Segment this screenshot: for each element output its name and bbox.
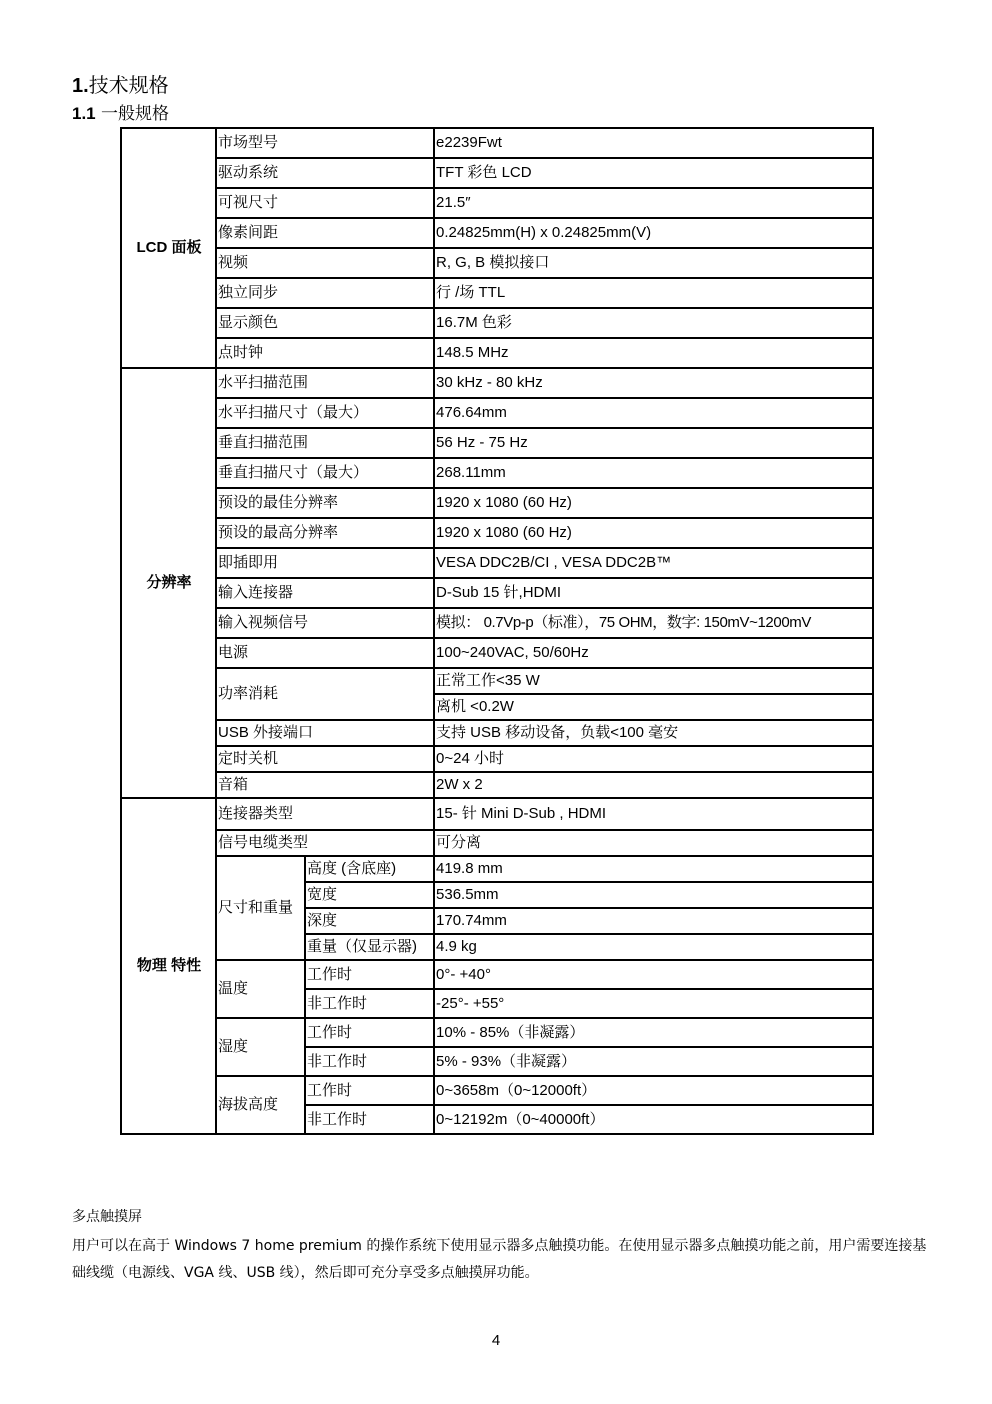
- spec-label: 音箱: [216, 772, 434, 798]
- spec-value: 170.74mm: [434, 908, 873, 934]
- spec-value: 5% - 93%（非凝露）: [434, 1047, 873, 1076]
- spec-label: 输入连接器: [216, 578, 434, 608]
- spec-sublabel: 高度 (含底座): [305, 856, 434, 882]
- category-lcd: LCD 面板: [121, 128, 216, 368]
- spec-value: 正常工作<35 W: [434, 668, 873, 694]
- spec-label: 垂直扫描范围: [216, 428, 434, 458]
- spec-table: [120, 127, 874, 1135]
- spec-label: 垂直扫描尺寸（最大）: [216, 458, 434, 488]
- spec-sublabel: 重量（仅显示器): [305, 934, 434, 960]
- spec-value: 支持 USB 移动设备，负载<100 毫安: [434, 720, 873, 746]
- section-heading: 1.技术规格: [72, 73, 169, 97]
- spec-label: 输入视频信号: [216, 608, 434, 638]
- spec-value: 419.8 mm: [434, 856, 873, 882]
- spec-value: 1920 x 1080 (60 Hz): [434, 518, 873, 548]
- spec-label: 湿度: [216, 1018, 305, 1076]
- spec-label: 定时关机: [216, 746, 434, 772]
- subsection-heading: 1.1 一般规格: [72, 104, 170, 124]
- spec-label: 可视尺寸: [216, 188, 434, 218]
- spec-label: 预设的最高分辨率: [216, 518, 434, 548]
- spec-value: 1920 x 1080 (60 Hz): [434, 488, 873, 518]
- touch-title: 多点触摸屏: [72, 1209, 142, 1225]
- spec-value: TFT 彩色 LCD: [434, 158, 873, 188]
- spec-label: 连接器类型: [216, 798, 434, 830]
- spec-value: 15- 针 Mini D-Sub , HDMI: [434, 798, 873, 830]
- spec-label: 温度: [216, 960, 305, 1018]
- spec-sublabel: 工作时: [305, 1018, 434, 1047]
- spec-value: R, G, B 模拟接口: [434, 248, 873, 278]
- spec-label: 信号电缆类型: [216, 830, 434, 856]
- page-number: 4: [491, 1332, 501, 1349]
- spec-label: 市场型号: [216, 128, 434, 158]
- spec-value: 离机 <0.2W: [434, 694, 873, 720]
- spec-value: 可分离: [434, 830, 873, 856]
- category-resolution: 分辨率: [121, 368, 216, 798]
- spec-value: 10% - 85%（非凝露）: [434, 1018, 873, 1047]
- spec-value: e2239Fwt: [434, 128, 873, 158]
- spec-label: 视频: [216, 248, 434, 278]
- spec-value: 2W x 2: [434, 772, 873, 798]
- spec-value: 148.5 MHz: [434, 338, 873, 368]
- spec-label: 海拔高度: [216, 1076, 305, 1134]
- spec-value: 4.9 kg: [434, 934, 873, 960]
- spec-value: 模拟： 0.7Vp-p（标准），75 OHM，数字: 150mV~1200mV: [434, 608, 873, 638]
- spec-label: 预设的最佳分辨率: [216, 488, 434, 518]
- spec-value: 476.64mm: [434, 398, 873, 428]
- spec-label: 功率消耗: [216, 668, 434, 720]
- spec-label: 点时钟: [216, 338, 434, 368]
- spec-label: 水平扫描范围: [216, 368, 434, 398]
- spec-label: 显示颜色: [216, 308, 434, 338]
- spec-value: 0~12192m（0~40000ft）: [434, 1105, 873, 1134]
- spec-label: 像素间距: [216, 218, 434, 248]
- spec-sublabel: 深度: [305, 908, 434, 934]
- spec-value: 536.5mm: [434, 882, 873, 908]
- spec-value: 100~240VAC, 50/60Hz: [434, 638, 873, 668]
- spec-label: 驱动系统: [216, 158, 434, 188]
- spec-value: 268.11mm: [434, 458, 873, 488]
- spec-value: 0.24825mm(H) x 0.24825mm(V): [434, 218, 873, 248]
- spec-value: 30 kHz - 80 kHz: [434, 368, 873, 398]
- category-physical: 物理 特性: [121, 798, 216, 1134]
- spec-value: 56 Hz - 75 Hz: [434, 428, 873, 458]
- spec-value: VESA DDC2B/CI , VESA DDC2B™: [434, 548, 873, 578]
- spec-sublabel: 非工作时: [305, 989, 434, 1018]
- spec-label: 尺寸和重量: [216, 856, 305, 960]
- spec-label: 水平扫描尺寸（最大）: [216, 398, 434, 428]
- spec-value: 行 /场 TTL: [434, 278, 873, 308]
- spec-value: D-Sub 15 针,HDMI: [434, 578, 873, 608]
- spec-value: 0~3658m（0~12000ft）: [434, 1076, 873, 1105]
- spec-label: 即插即用: [216, 548, 434, 578]
- spec-value: -25°- +55°: [434, 989, 873, 1018]
- spec-sublabel: 工作时: [305, 1076, 434, 1105]
- spec-value: 16.7M 色彩: [434, 308, 873, 338]
- spec-value: 0°- +40°: [434, 960, 873, 989]
- spec-sublabel: 宽度: [305, 882, 434, 908]
- spec-value: 0~24 小时: [434, 746, 873, 772]
- spec-label: 电源: [216, 638, 434, 668]
- spec-value: 21.5″: [434, 188, 873, 218]
- spec-sublabel: 非工作时: [305, 1105, 434, 1134]
- spec-label: 独立同步: [216, 278, 434, 308]
- touch-body: 用户可以在高于 Windows 7 home premium 的操作系统下使用显示器多点触摸功能。在使用显示器多点触摸功能之前，用户需要连接基础线缆（电源线、VGA 线、USB 线），然后即可充分享受多点触摸屏功能。: [72, 1238, 927, 1281]
- spec-label: USB 外接端口: [216, 720, 434, 746]
- spec-sublabel: 工作时: [305, 960, 434, 989]
- spec-sublabel: 非工作时: [305, 1047, 434, 1076]
